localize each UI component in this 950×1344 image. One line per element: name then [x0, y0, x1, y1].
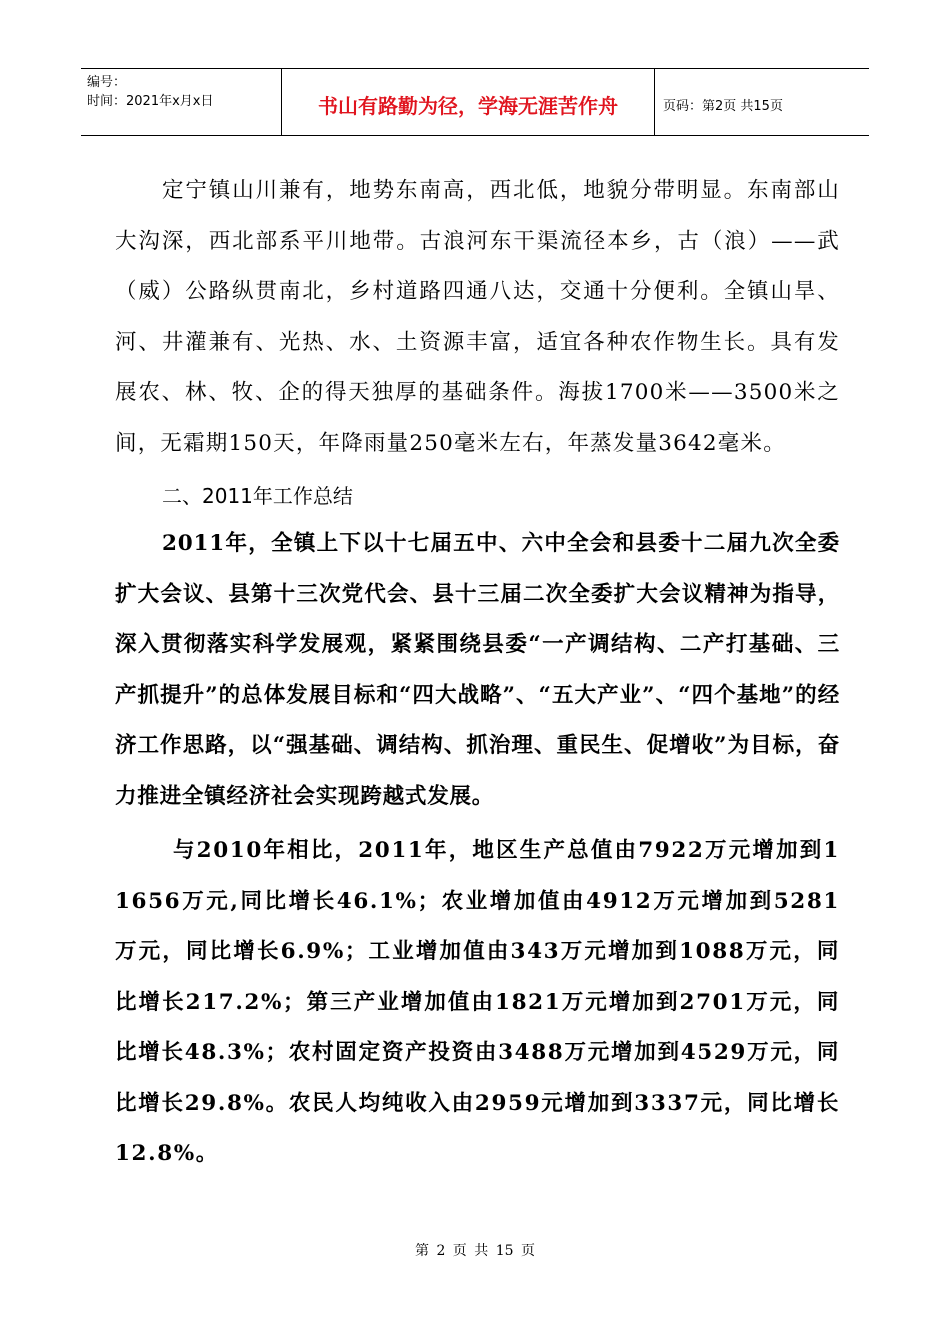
paragraph-guiding-principles: 2011年，全镇上下以十七届五中、六中全会和县委十二届九次全委扩大会议、县第十三次党代会、县十三届二次全委扩大会议精神为指导，深入贯彻落实科学发展观，紧紧围绕县委“一产调结构、二产打基础、三产抓提升”的总体发展目标和“四大战略”、“五大产业”、“四个基地”的经济工作思路，以“强基础、调结构、抓治理、重民生、促增收”为目标，奋力推进全镇经济社会实现跨越式发展。 [115, 531, 840, 809]
header-meta-cell [81, 69, 282, 135]
document-number-label: 编号： [87, 75, 127, 90]
paragraph-economic-statistics: 与2010年相比，2011年，地区生产总值由7922万元增加到11656万元,同比增长46.1%；农业增加值由4912万元增加到5281万元，同比增长6.9%；工业增加值由343万元增加到1088万元，同比增长217.2%；第三产业增加值由1821万元增加到2701万元，同比增长48.3%；农村固定资产投资由3488万元增加到4529万元，同比增长29.8%。农民人均纯收入由2959元增加到3337元，同比增长12.8%。 [115, 838, 840, 1166]
paragraph-geography: 定宁镇山川兼有，地势东南高，西北低，地貌分带明显。东南部山大沟深，西北部系平川地带。古浪河东干渠流径本乡，古（浪）——武（威）公路纵贯南北，乡村道路四通八达，交通十分便利。全镇山旱、河、井灌兼有、光热、水、土资源丰富，适宜各种农作物生长。具有发展农、林、牧、企的得天独厚的基础条件。海拔1700米——3500米之间，无霜期150天，年降雨量250毫米左右，年蒸发量3642毫米。 [115, 178, 840, 456]
document-body [115, 166, 840, 1180]
header-motto: 书山有路勤为径，学海无涯苦作舟 [282, 69, 655, 135]
section-heading-2011-summary: 二、2011年工作总结 [162, 484, 353, 508]
document-time-label: 时间：2021年x月x日 [87, 94, 214, 109]
header-page-code: 页码：第2页 共15页 [663, 98, 783, 114]
page-footer: 第 2 页 共 15 页 [415, 1243, 535, 1259]
page-header [81, 68, 869, 136]
